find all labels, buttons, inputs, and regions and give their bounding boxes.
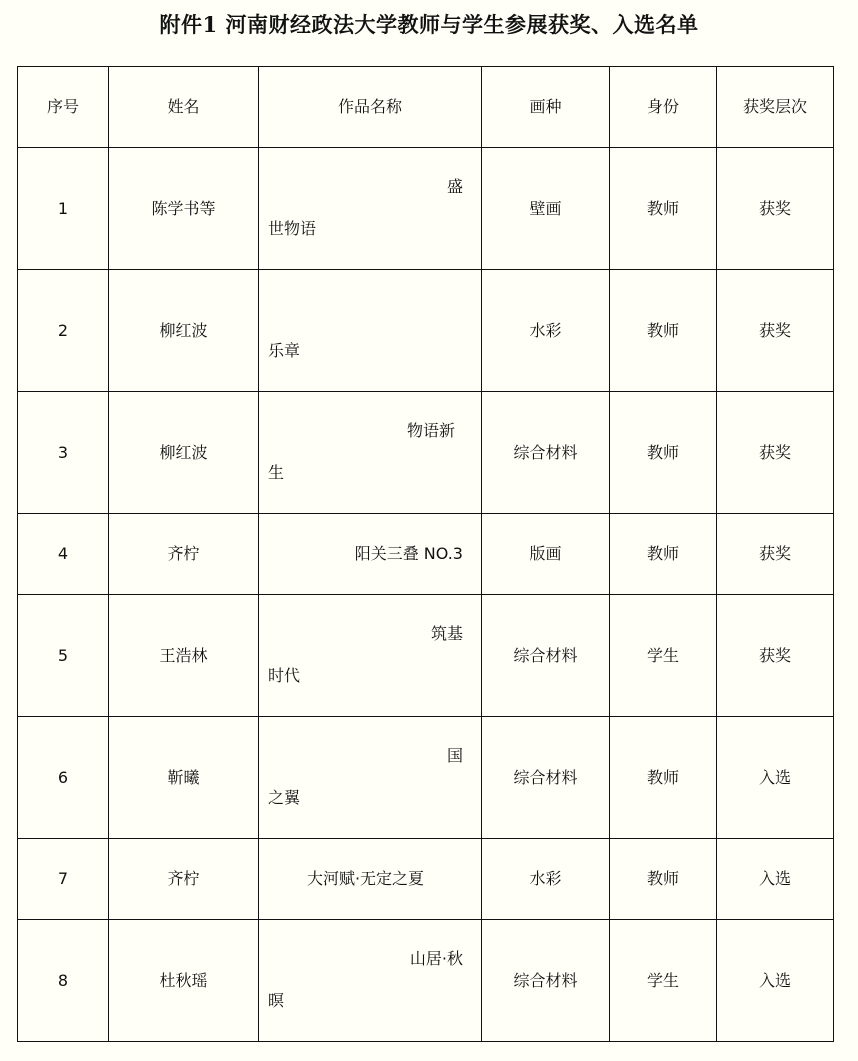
cell-type: 水彩 (482, 270, 610, 392)
cell-no: 5 (18, 595, 109, 717)
work-title-line-2: 世物语 (268, 218, 317, 238)
cell-level: 获奖 (717, 270, 834, 392)
cell-work (259, 514, 482, 595)
cell-type: 综合材料 (482, 392, 610, 514)
cell-role: 教师 (610, 839, 717, 920)
cell-type: 综合材料 (482, 717, 610, 839)
work-title-line-1: 国 (446, 745, 463, 765)
cell-type: 综合材料 (482, 595, 610, 717)
cell-no: 8 (18, 920, 109, 1042)
header-work: 作品名称 (259, 67, 482, 148)
cell-role: 教师 (610, 270, 717, 392)
cell-work (259, 270, 482, 392)
cell-role: 学生 (610, 595, 717, 717)
cell-level: 获奖 (717, 148, 834, 270)
work-title-line-1: 盛 (446, 176, 463, 196)
cell-level: 获奖 (717, 392, 834, 514)
cell-level: 获奖 (717, 595, 834, 717)
table-row (18, 270, 834, 392)
work-title-line-1: 山居·秋 (409, 948, 463, 968)
award-list-table (17, 66, 834, 1042)
work-title-line-2: 乐章 (268, 340, 301, 360)
cell-no: 3 (18, 392, 109, 514)
cell-name: 杜秋瑶 (109, 920, 259, 1042)
work-title-line-2: 时代 (268, 665, 301, 685)
work-title-line-1: 物语新 (406, 420, 455, 440)
work-title-line-2: 暝 (268, 990, 285, 1010)
cell-type: 壁画 (482, 148, 610, 270)
cell-level: 入选 (717, 839, 834, 920)
table-row (18, 392, 834, 514)
cell-role: 学生 (610, 920, 717, 1042)
work-title-line-1: 筑基 (430, 623, 463, 643)
cell-work (259, 839, 482, 920)
cell-no: 1 (18, 148, 109, 270)
work-title: 大河赋·无定之夏 (306, 869, 425, 888)
cell-no: 7 (18, 839, 109, 920)
work-title-line-1 (268, 289, 463, 329)
table-row (18, 514, 834, 595)
cell-work (259, 717, 482, 839)
header-no: 序号 (18, 67, 109, 148)
cell-name: 柳红波 (109, 392, 259, 514)
work-title: 阳关三叠 NO.3 (354, 544, 463, 563)
cell-work (259, 920, 482, 1042)
header-name: 姓名 (109, 67, 259, 148)
cell-level: 入选 (717, 717, 834, 839)
cell-name: 陈学书等 (109, 148, 259, 270)
table-row (18, 839, 834, 920)
cell-role: 教师 (610, 717, 717, 839)
table-header-row (18, 67, 834, 148)
cell-role: 教师 (610, 514, 717, 595)
cell-name: 柳红波 (109, 270, 259, 392)
work-title-line-2: 生 (268, 462, 285, 482)
cell-type: 水彩 (482, 839, 610, 920)
cell-role: 教师 (610, 148, 717, 270)
page-title: 附件1 河南财经政法大学教师与学生参展获奖、入选名单 (159, 12, 699, 37)
cell-name: 靳曦 (109, 717, 259, 839)
cell-no: 2 (18, 270, 109, 392)
cell-level: 获奖 (717, 514, 834, 595)
header-role: 身份 (610, 67, 717, 148)
work-title-line-2: 之翼 (268, 787, 301, 807)
cell-type: 版画 (482, 514, 610, 595)
header-type: 画种 (482, 67, 610, 148)
cell-role: 教师 (610, 392, 717, 514)
cell-level: 入选 (717, 920, 834, 1042)
table-row (18, 595, 834, 717)
cell-work (259, 392, 482, 514)
cell-name: 齐柠 (109, 839, 259, 920)
cell-type: 综合材料 (482, 920, 610, 1042)
table-row (18, 717, 834, 839)
cell-work (259, 595, 482, 717)
table-row (18, 148, 834, 270)
cell-name: 齐柠 (109, 514, 259, 595)
table-row (18, 920, 834, 1042)
cell-name: 王浩林 (109, 595, 259, 717)
cell-work (259, 148, 482, 270)
cell-no: 6 (18, 717, 109, 839)
header-level: 获奖层次 (717, 67, 834, 148)
cell-no: 4 (18, 514, 109, 595)
